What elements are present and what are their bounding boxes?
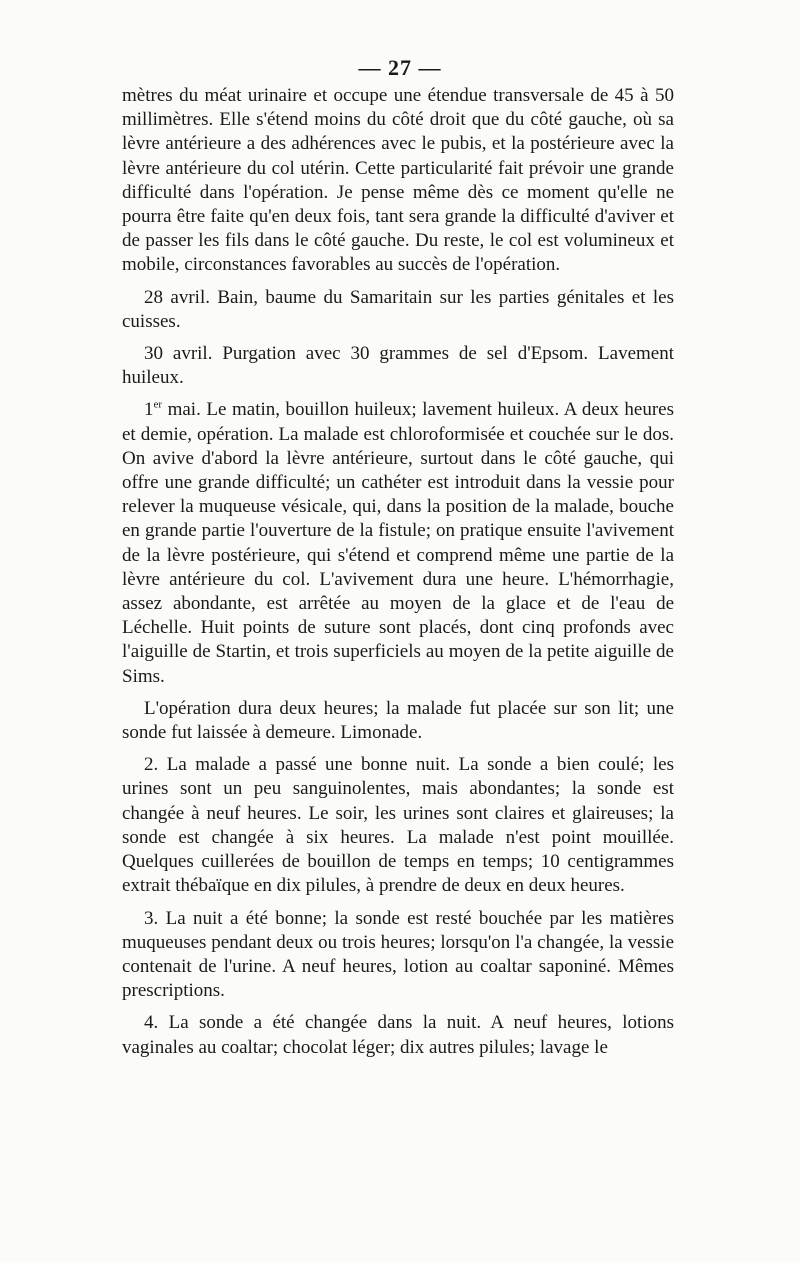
- body-text: [122, 84, 674, 1068]
- paragraph-jour-3: 3. La nuit a été bonne; la sonde est resté bouchée par les matières muqueuses pendant deux ou trois heures; lorsqu'on l'a changée, la vessie contenait de l'urine. A neuf heures, lotion au coaltar saponiné. Mêmes prescriptions.: [122, 907, 674, 1002]
- paragraph-jour-2: 2. La malade a passé une bonne nuit. La sonde a bien coulé; les urines sont un peu sanguinolentes, mais abondantes; la sonde est changée à neuf heures. Le soir, les urines sont claires et glaireuses; la sonde est changée à six heures. La malade n'est point mouillée. Quelques cuillerées de bouillon de temps en temps; 10 centigrammes extrait thébaïque en dix pilules, à prendre de deux en deux heures.: [122, 754, 674, 897]
- paragraph-jour-4: 4. La sonde a été changée dans la nuit. A neuf heures, lotions vaginales au coaltar; chocolat léger; dix autres pilules; lavage le: [122, 1012, 674, 1058]
- paragraph-continuation: mètres du méat urinaire et occupe une étendue transversale de 45 à 50 millimètres. Elle s'étend moins du côté droit que du côté gauche, où sa lèvre antérieure a des adhérences avec le pubis, et la postérieure avec la lèvre antérieure du col utérin. Cette particularité fait prévoir une grande difficulté dans l'opération. Je pense même dès ce moment qu'elle ne pourra être faite qu'en deux fois, tant sera grande la difficulté d'aviver et de passer les fils dans le côté gauche. Du reste, le col est volumineux et mobile, circonstances favorables au succès de l'opération.: [122, 85, 674, 276]
- paragraph-30-avril: 30 avril. Purgation avec 30 grammes de sel d'Epsom. Lavement huileux.: [122, 343, 674, 389]
- paragraph-1er-mai: [122, 398, 674, 688]
- page-number: — 27 —: [358, 55, 442, 80]
- ordinal-suffix: er: [153, 399, 163, 412]
- paragraph-28-avril: 28 avril. Bain, baume du Samaritain sur les parties génitales et les cuisses.: [122, 286, 674, 332]
- paragraph-text: mai. Le matin, bouillon huileux; lavement huileux. A deux heures et demie, opération. La malade est chloroformisée et couchée sur le dos. On avive d'abord la lèvre antérieure, surtout dans le côté gauche, qui offre une grande difficulté; un cathéter est introduit dans la vessie pour relever la muqueuse vésicale, qui, dans la position de la malade, bouche en grande partie l'ouverture de la fistule; on pratique ensuite l'avivement de la lèvre postérieure, qui s'étend et comprend même une partie de la lèvre antérieure du col. L'avivement dura une heure. L'hémorrhagie, assez abondante, est arrêtée au moyen de la glace et de l'eau de Léchelle. Huit points de suture sont placés, dont cinq profonds avec l'aiguille de Startin, et trois superficiels au moyen de la petite aiguille de Sims.: [122, 399, 674, 687]
- paragraph-operation-duree: L'opération dura deux heures; la malade fut placée sur son lit; une sonde fut laissée à demeure. Limonade.: [122, 697, 674, 744]
- day-number: 1: [144, 399, 154, 421]
